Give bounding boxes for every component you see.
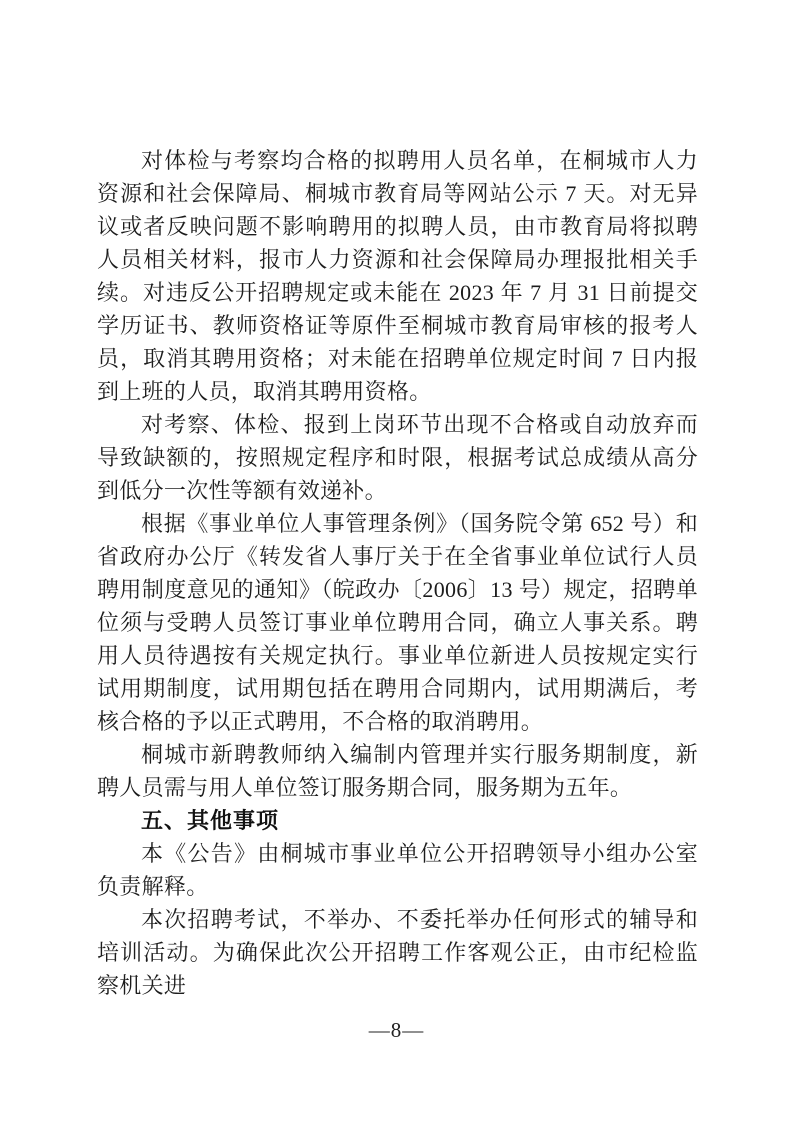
paragraph-interpretation: 本《公告》由桐城市事业单位公开招聘领导小组办公室负责解释。 xyxy=(97,841,698,899)
paragraph-hiring-publicity: 对体检与考察均合格的拟聘用人员名单，在桐城市人力资源和社会保障局、桐城市教育局等网站公示 7 天。对无异议或者反映问题不影响聘用的拟聘人员，由市教育局将拟聘人员相关材料，报市人力资源和社会保障局办理报批相关手续。对违反公开招聘规定或未能在 2023 年 7 月 31 日前提交学历证书、教师资格证等原件至桐城市教育局审核的报考人员，取消其聘用资格；对未能在招聘单位规定时间 7 日内报到上班的人员，取消其聘用资格。 xyxy=(97,148,698,404)
page-number: —8— xyxy=(368,1018,425,1042)
paragraph-contract-regulations: 根据《事业单位人事管理条例》（国务院令第 652 号）和省政府办公厅《转发省人事厅关于在全省事业单位试行人员聘用制度意见的通知》（皖政办〔2006〕13 号）规定，招聘单位须与受聘人员签订事业单位聘用合同，确立人事关系。聘用人员待遇按有关规定执行。事业单位新进人员按规定实行试用期制度，试用期包括在聘用合同期内，试用期满后，考核合格的予以正式聘用，不合格的取消聘用。 xyxy=(97,511,698,734)
paragraph-service-period: 桐城市新聘教师纳入编制内管理并实行服务期制度，新聘人员需与用人单位签订服务期合同，服务期为五年。 xyxy=(97,742,698,800)
paragraph-no-training: 本次招聘考试，不举办、不委托举办任何形式的辅导和培训活动。为确保此次公开招聘工作客观公正，由市纪检监察机关进 xyxy=(97,907,698,998)
section-heading-other-matters: 五、其他事项 xyxy=(141,808,280,833)
document-body xyxy=(97,144,698,1002)
paragraph-vacancy-replacement: 对考察、体检、报到上岗环节出现不合格或自动放弃而导致缺额的，按照规定程序和时限，根据考试总成绩从高分到低分一次性等额有效递补。 xyxy=(97,412,698,503)
